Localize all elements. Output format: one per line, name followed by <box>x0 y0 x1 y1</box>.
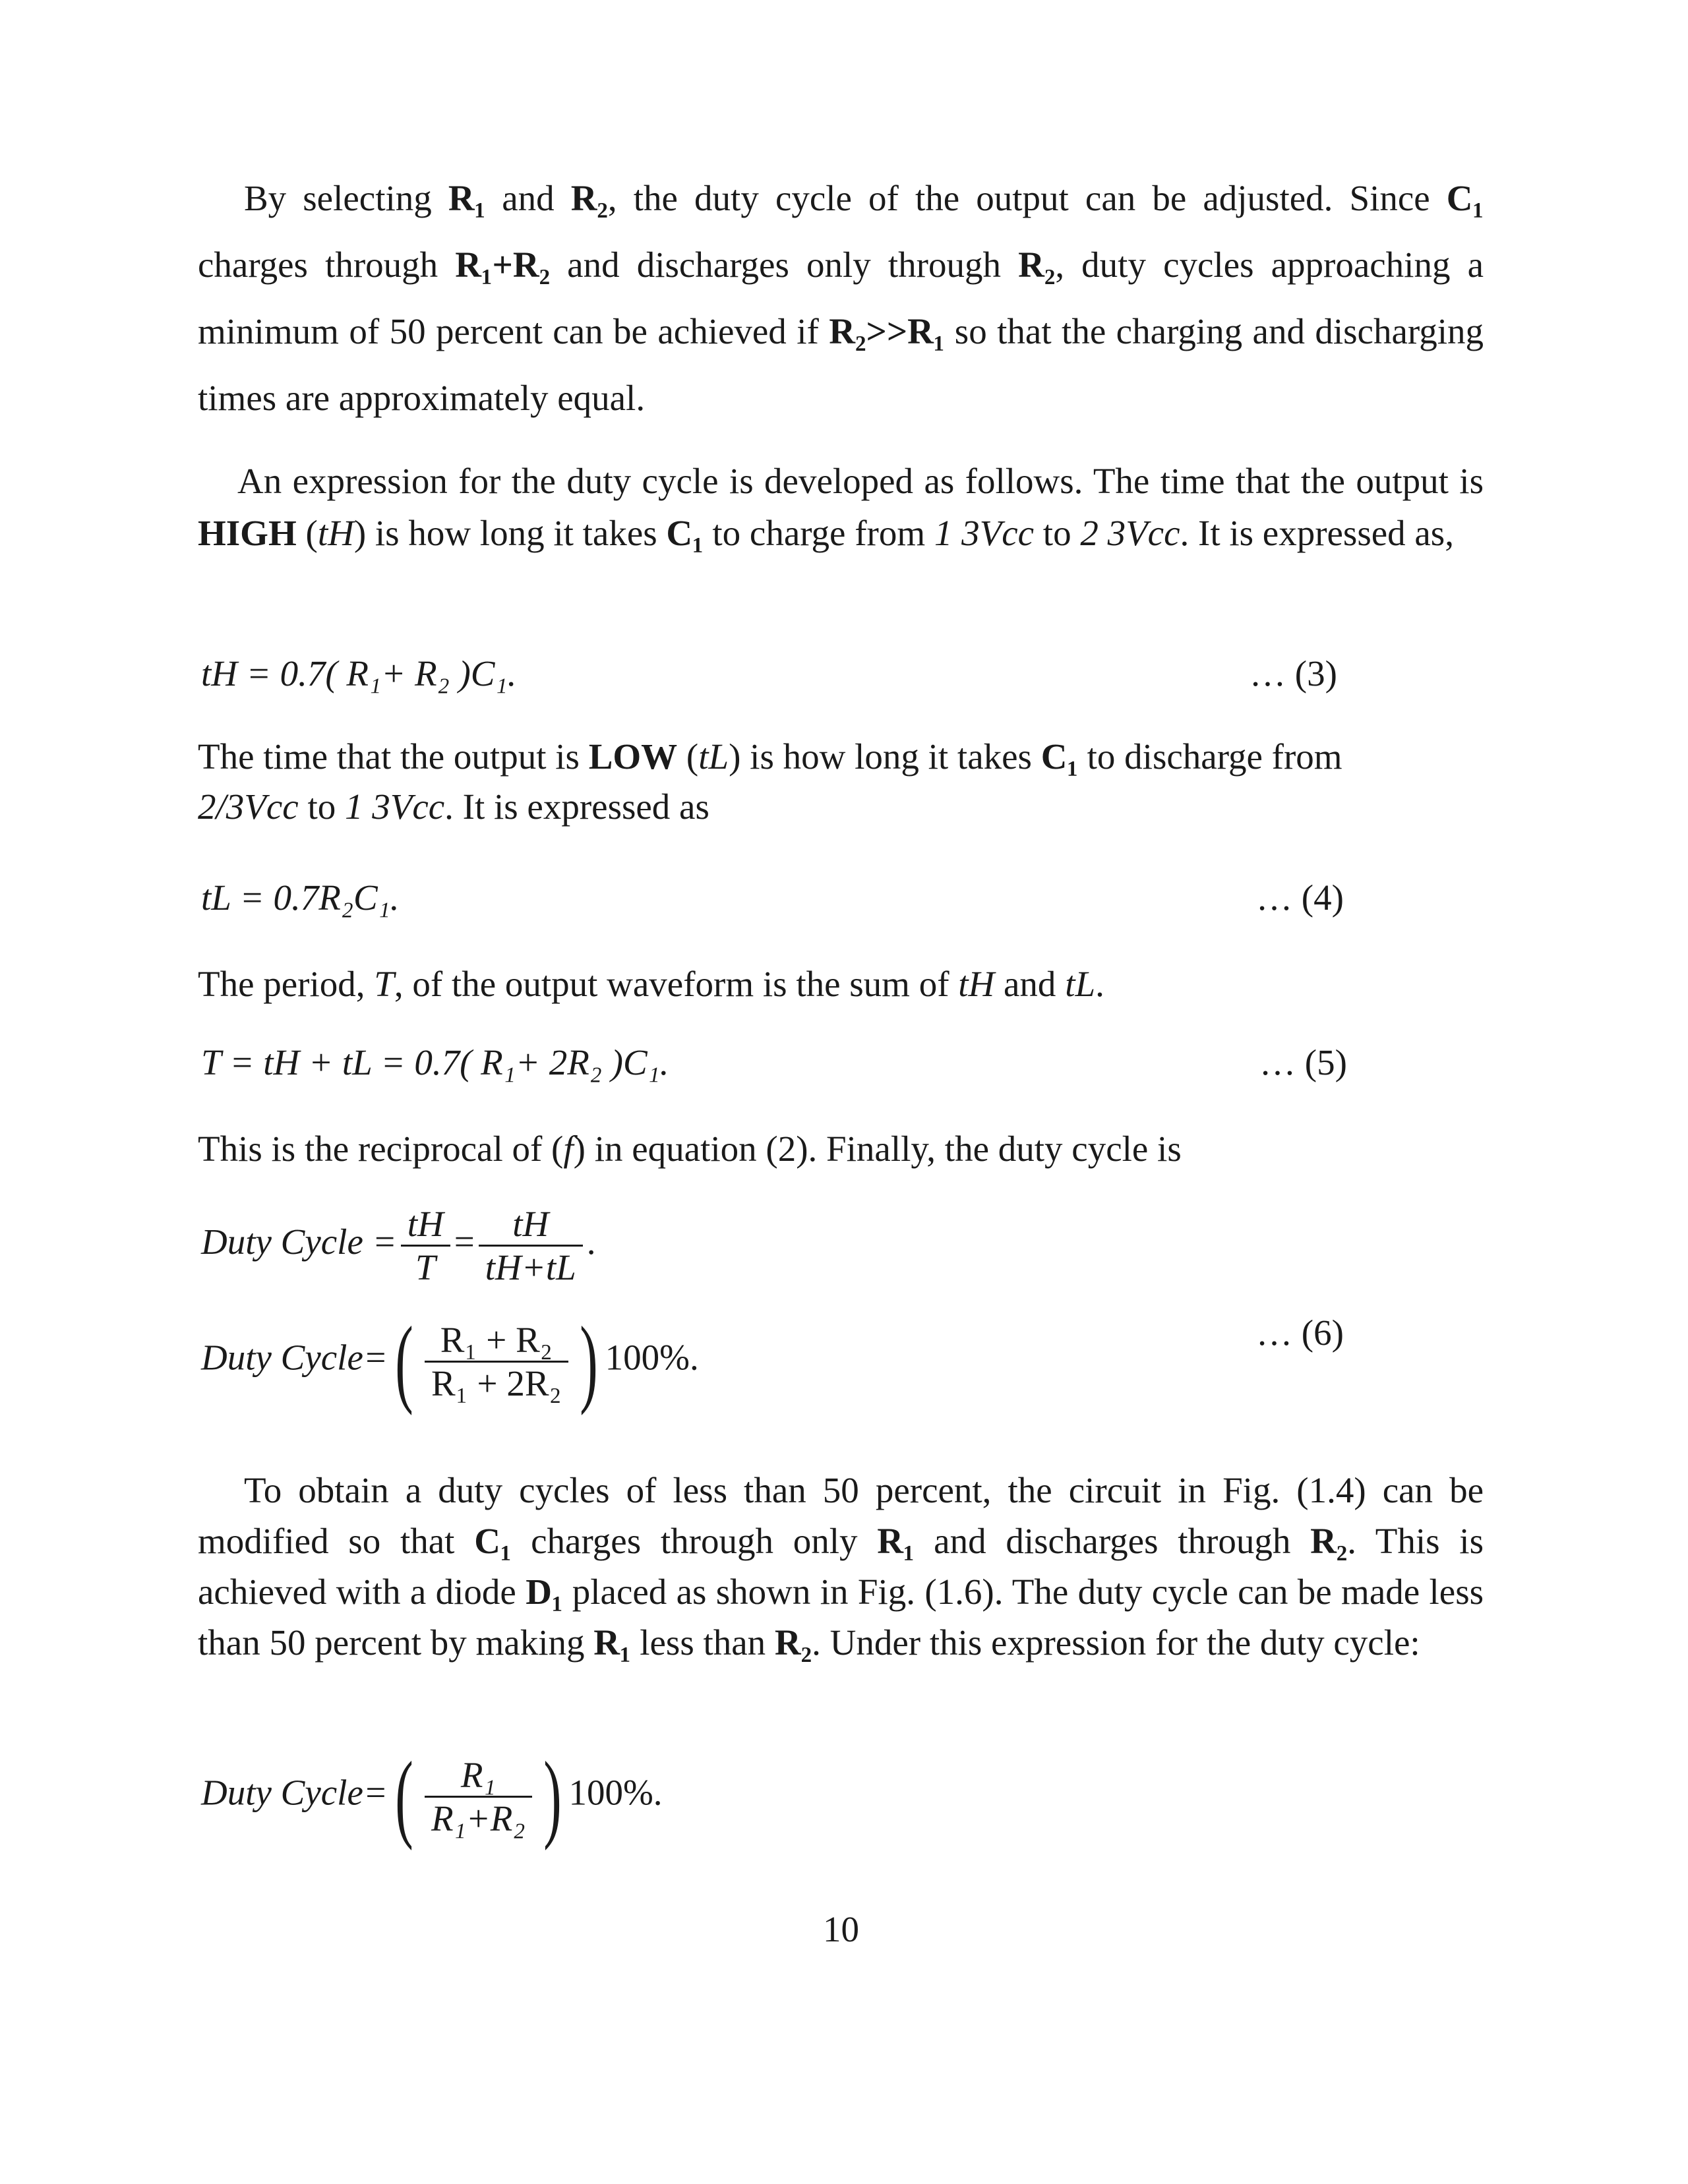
equation-5-number: … (5) <box>1259 1042 1347 1082</box>
equation-7-duty-diode: Duty Cycle=( $\frac{\text{R₁}}{\text{R₁+R₂}}$ ) 100%. <box>201 1742 663 1851</box>
fraction-th-over-t: $\frac{tH}{T}$ <box>401 1203 450 1288</box>
equation-3-number: … (3) <box>1250 653 1337 694</box>
equation-5: T = tH + tL = 0.7( R₁+ 2R₂ )C₁. <box>201 1042 669 1082</box>
equation-6-number: … (6) <box>1256 1313 1344 1353</box>
paragraph-period: The period, T, of the output waveform is the sum of tH and tL. <box>198 964 1104 1004</box>
paragraph-diode-modification: To obtain a duty cycles of less than 50 percent, the circuit in Fig. (1.4) can be modified so that C₁ charges through only R₁ and discharges through R₂. This is achieved with a diode D₁ placed as shown in Fig. (1.6). The duty cycle can be made less than 50 percent by making R₁ less than R₂. Under this expression for the duty cycle: <box>198 1470 1484 1663</box>
paragraph-duty-cycle-adjust: By selecting R₁ and R₂, the duty cycle of the output can be adjusted. Since C₁ charges through R₁+R₂ and discharges only through R₂, duty cycles approaching a minimum of 50 percent can be achieved if R₂>>R₁ so that the charging and discharging times are approximately equal. <box>198 178 1484 418</box>
paragraph-reciprocal: This is the reciprocal of (f) in equation (2). Finally, the duty cycle is <box>198 1129 1182 1169</box>
equation-6-duty-ratio: Duty Cycle = $\frac{tH}{T}$ = $\frac{tH}{tH+tL}$ . <box>201 1204 596 1287</box>
paragraph-low-time: The time that the output is LOW (tL) is how long it takes C₁ to discharge from 2/3Vcc to 1 3Vcc. It is expressed as <box>198 736 1342 827</box>
fraction-th-over-sum: $\frac{tH}{tH+tL}$ <box>479 1203 583 1288</box>
fraction-resistors: $\frac{\text{R₁ + R₂}}{\text{R₁ + 2R₂}}$ <box>425 1319 568 1404</box>
fraction-r1-over-sum: $\frac{\text{R₁}}{\text{R₁+R₂}}$ <box>425 1754 532 1839</box>
right-paren: ) <box>543 1742 562 1851</box>
equation-4-number: … (4) <box>1256 877 1344 918</box>
right-paren: ) <box>579 1307 598 1416</box>
equation-3: tH = 0.7( R₁+ R₂ )C₁. <box>201 653 517 694</box>
left-paren: ( <box>395 1307 413 1416</box>
equation-6-duty-resistors: Duty Cycle=( $\frac{\text{R₁ + R₂}}{\text{R₁ + 2R₂}}$ ) 100%. <box>201 1307 699 1416</box>
left-paren: ( <box>395 1742 413 1851</box>
paragraph-duty-expression: An expression for the duty cycle is developed as follows. The time that the output is HIGH (tH) is how long it takes C₁ to charge from 1 3Vcc to 2 3Vcc. It is expressed as, <box>198 461 1484 553</box>
equation-4: tL = 0.7R₂C₁. <box>201 877 400 918</box>
page-number: 10 <box>823 1909 859 1949</box>
